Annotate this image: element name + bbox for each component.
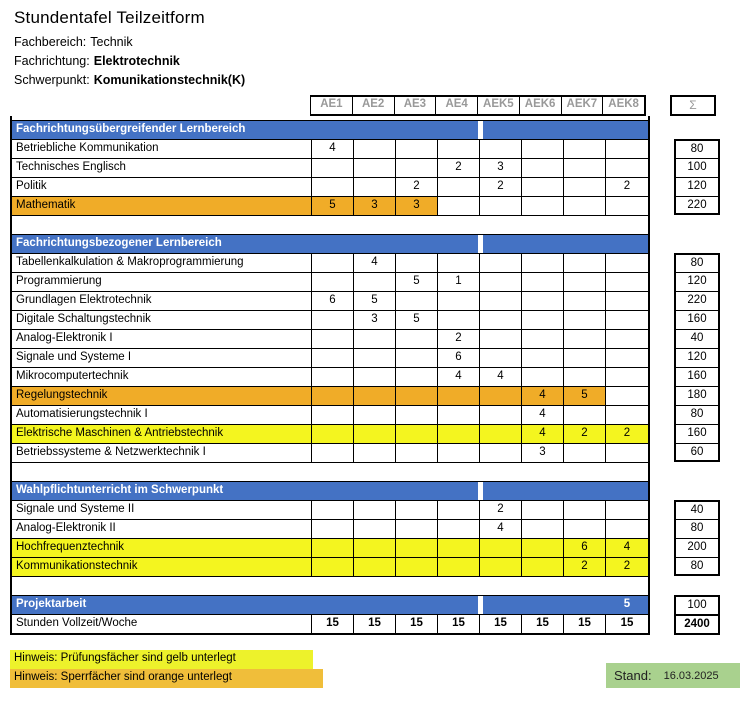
value-cell [522,349,564,367]
value-cell: 4 [522,387,564,405]
value-cell [354,178,396,196]
value-cell: 4 [606,539,648,557]
row-label: Politik [12,178,312,196]
value-cell [438,292,480,310]
value-cell [354,273,396,291]
value-cell [396,140,438,158]
row-label: Stunden Vollzeit/Woche [12,615,312,633]
row-label: Kommunikationstechnik [12,558,312,576]
row-label: Elektrische Maschinen & Antriebstechnik [12,425,312,443]
fachbereich-line [14,33,245,52]
value-cell: 4 [354,254,396,272]
row-label: Hochfrequenztechnik [12,539,312,557]
value-cell [480,254,522,272]
section-title: Projektarbeit [12,596,478,614]
section-gap-row [10,576,720,595]
value-cell [564,254,606,272]
value-cell [354,558,396,576]
value-cell: 4 [312,140,354,158]
table-row [10,424,720,443]
column-header-aek5: AEK5 [478,97,520,114]
value-cell [522,292,564,310]
value-cell [396,558,438,576]
stand-label: Stand: [614,668,652,683]
value-cell [522,254,564,272]
value-cell [480,539,522,557]
value-cell: 6 [438,349,480,367]
value-cell [312,444,354,462]
value-cell: 5 [396,311,438,329]
section-title: Fachrichtungsübergreifender Lernbereich [12,121,478,139]
value-cell: 5 [396,273,438,291]
project-header-row [10,595,720,614]
value-cell [606,159,648,177]
value-cell [606,311,648,329]
value-cell [480,558,522,576]
row-label: Signale und Systeme II [12,501,312,519]
fachbereich-label: Fachbereich: [14,35,87,49]
value-cell: 2 [606,425,648,443]
sum-cell: 160 [674,424,720,443]
section-title: Fachrichtungsbezogener Lernbereich [12,235,478,253]
table-row [10,348,720,367]
value-cell [354,330,396,348]
value-cell [438,197,480,215]
value-cell [480,273,522,291]
sum-cell: 120 [674,272,720,291]
value-cell [396,349,438,367]
value-cell [564,197,606,215]
value-cell [564,159,606,177]
value-cell [480,197,522,215]
table-row [10,386,720,405]
meta-block [14,33,245,90]
value-cell [606,197,648,215]
sum-cell: 120 [674,348,720,367]
sum-cell: 120 [674,177,720,196]
value-cell: 3 [396,197,438,215]
value-cell [522,368,564,386]
stundentafel-table [10,95,720,635]
value-cell [312,311,354,329]
schwerpunkt-label: Schwerpunkt: [14,73,90,87]
column-header-aek8: AEK8 [608,98,639,110]
table-row [10,557,720,576]
value-cell [564,273,606,291]
value-cell [438,178,480,196]
fachrichtung-label: Fachrichtung: [14,54,90,68]
value-cell [564,292,606,310]
value-cell [522,140,564,158]
value-cell [396,539,438,557]
table-row [10,177,720,196]
table-row [10,405,720,424]
section-title: Wahlpflichtunterricht im Schwerpunkt [12,482,478,500]
value-cell [606,387,648,405]
value-cell [312,501,354,519]
value-cell [312,387,354,405]
value-cell [312,330,354,348]
value-cell [438,387,480,405]
value-cell [396,159,438,177]
value-cell [606,140,648,158]
row-label: Digitale Schaltungstechnik [12,311,312,329]
value-cell: 4 [522,425,564,443]
value-cell [606,273,648,291]
page-title: Stundentafel Teilzeitform [14,8,205,27]
value-cell [354,444,396,462]
value-cell [480,425,522,443]
value-cell [312,558,354,576]
value-cell [354,501,396,519]
value-cell [522,178,564,196]
value-cell [438,425,480,443]
column-headers [310,95,646,116]
sum-cell: 100 [674,595,720,614]
value-cell [522,501,564,519]
row-label: Betriebliche Kommunikation [12,140,312,158]
value-cell [354,520,396,538]
column-header-ae4: AE4 [436,97,478,114]
value-cell [354,368,396,386]
value-cell [606,254,648,272]
column-header-ae3: AE3 [395,97,437,114]
value-cell [354,425,396,443]
value-cell: 15 [354,615,396,633]
value-cell: 3 [522,444,564,462]
value-cell [354,539,396,557]
value-cell: 15 [620,617,634,629]
row-label: Tabellenkalkulation & Makroprogrammierung [12,254,312,272]
value-cell [396,425,438,443]
sum-cell: 220 [674,291,720,310]
value-cell: 4 [438,368,480,386]
value-cell [480,330,522,348]
row-label: Mathematik [12,197,312,215]
sum-column-header: Σ [670,95,716,116]
fachrichtung-value: Elektrotechnik [93,54,180,68]
value-cell: 5 [354,292,396,310]
table-row [10,158,720,177]
table-row [10,139,720,158]
value-cell: 4 [480,520,522,538]
value-cell [396,254,438,272]
column-header-ae2: AE2 [353,97,395,114]
column-header-aek7: AEK7 [562,97,604,114]
row-label: Analog-Elektronik II [12,520,312,538]
row-label: Mikrocomputertechnik [12,368,312,386]
value-cell: 15 [438,615,480,633]
row-label: Programmierung [12,273,312,291]
table-row [10,519,720,538]
row-label: Technisches Englisch [12,159,312,177]
project-aek8-value: 5 [623,598,631,610]
value-cell: 4 [480,368,522,386]
value-cell: 15 [522,615,564,633]
value-cell [522,539,564,557]
value-cell: 6 [312,292,354,310]
value-cell: 1 [438,273,480,291]
value-cell [354,349,396,367]
sum-cell: 180 [674,386,720,405]
value-cell [396,387,438,405]
value-cell [564,330,606,348]
value-cell [564,349,606,367]
value-cell [480,311,522,329]
value-cell [438,254,480,272]
value-cell: 2 [480,178,522,196]
value-cell [564,520,606,538]
row-label: Betriebssysteme & Netzwerktechnik I [12,444,312,462]
value-cell [396,501,438,519]
section-gap-row [10,215,720,234]
sum-cell: 60 [674,443,720,462]
value-cell [312,178,354,196]
value-cell: 15 [564,615,606,633]
value-cell [564,444,606,462]
value-cell [606,406,648,424]
value-cell [312,539,354,557]
total-row [10,614,720,635]
schwerpunkt-line [14,71,245,90]
value-cell: 2 [396,178,438,196]
value-cell [312,368,354,386]
sum-cell: 80 [674,557,720,576]
sum-cell: 40 [674,500,720,519]
value-cell [312,254,354,272]
value-cell [354,406,396,424]
value-cell [438,406,480,424]
table-header-row [10,95,720,116]
table-row [10,196,720,215]
value-cell [564,178,606,196]
value-cell [564,368,606,386]
fachrichtung-line [14,52,245,71]
value-cell [312,425,354,443]
value-cell [438,311,480,329]
value-cell: 5 [312,197,354,215]
value-cell: 3 [354,197,396,215]
value-cell [606,501,648,519]
sum-cell: 40 [674,329,720,348]
value-cell [564,140,606,158]
value-cell: 15 [396,615,438,633]
schwerpunkt-value: Komunikationstechnik(K) [93,73,246,87]
row-label: Regelungstechnik [12,387,312,405]
sum-cell: 80 [674,519,720,538]
sum-cell: 80 [674,139,720,158]
row-label: Signale und Systeme I [12,349,312,367]
table-row [10,367,720,386]
value-cell: 2 [564,558,606,576]
value-cell [354,387,396,405]
value-cell [396,520,438,538]
value-cell [438,501,480,519]
value-cell [606,349,648,367]
value-cell [312,520,354,538]
section-header-row [10,481,720,500]
note-sperrfaecher: Hinweis: Sperrfächer sind orange unterlegt [10,669,323,688]
value-cell [606,330,648,348]
table-row [10,443,720,462]
sum-cell: 160 [674,367,720,386]
value-cell [480,292,522,310]
table-row [10,291,720,310]
value-cell [438,520,480,538]
row-label: Automatisierungstechnik I [12,406,312,424]
value-cell [354,140,396,158]
value-cell [438,140,480,158]
value-cell [564,311,606,329]
value-cell [522,273,564,291]
table-row [10,500,720,519]
value-cell: 6 [564,539,606,557]
column-header-aek6: AEK6 [520,97,562,114]
value-cell [522,311,564,329]
table-row [10,310,720,329]
value-cell [438,444,480,462]
value-cell: 5 [564,387,606,405]
value-cell: 15 [480,615,522,633]
value-cell [522,558,564,576]
sum-cell: 160 [674,310,720,329]
value-cell [312,349,354,367]
stand-box [606,663,740,688]
value-cell [396,368,438,386]
value-cell [396,444,438,462]
value-cell [522,159,564,177]
note-pruefungsfaecher: Hinweis: Prüfungsfächer sind gelb unterlegt [10,650,313,669]
value-cell: 4 [522,406,564,424]
value-cell [312,159,354,177]
value-cell [396,406,438,424]
value-cell: 3 [480,159,522,177]
value-cell [438,539,480,557]
value-cell: 2 [564,425,606,443]
value-cell: 2 [623,180,631,192]
value-cell [606,292,648,310]
section-header-row [10,234,720,253]
row-label: Grundlagen Elektrotechnik [12,292,312,310]
value-cell [606,444,648,462]
value-cell: 2 [480,501,522,519]
table-row [10,253,720,272]
value-cell [480,387,522,405]
value-cell [396,330,438,348]
value-cell: 2 [606,558,648,576]
value-cell [606,520,648,538]
sum-cell: 220 [674,196,720,215]
value-cell [312,406,354,424]
value-cell: 2 [438,330,480,348]
table-row [10,538,720,557]
value-cell [480,406,522,424]
value-cell: 2 [438,159,480,177]
table-row [10,329,720,348]
stand-date: 16.03.2025 [663,669,719,682]
value-cell [480,140,522,158]
sum-cell: 80 [674,405,720,424]
value-cell [522,197,564,215]
value-cell [522,520,564,538]
value-cell [522,330,564,348]
value-cell: 15 [312,615,354,633]
value-cell [396,292,438,310]
fachbereich-value: Technik [90,35,133,49]
grand-total-cell: 2400 [674,614,720,635]
value-cell [480,349,522,367]
row-label: Analog-Elektronik I [12,330,312,348]
section-gap-row [10,462,720,481]
value-cell [564,501,606,519]
value-cell [564,406,606,424]
sum-cell: 200 [674,538,720,557]
table-row [10,272,720,291]
value-cell: 3 [354,311,396,329]
value-cell [438,558,480,576]
value-cell [312,273,354,291]
column-header-ae1: AE1 [311,97,353,114]
value-cell [354,159,396,177]
sum-cell: 100 [674,158,720,177]
section-header-row [10,120,720,139]
sum-cell: 80 [674,253,720,272]
value-cell [606,368,648,386]
value-cell [480,444,522,462]
